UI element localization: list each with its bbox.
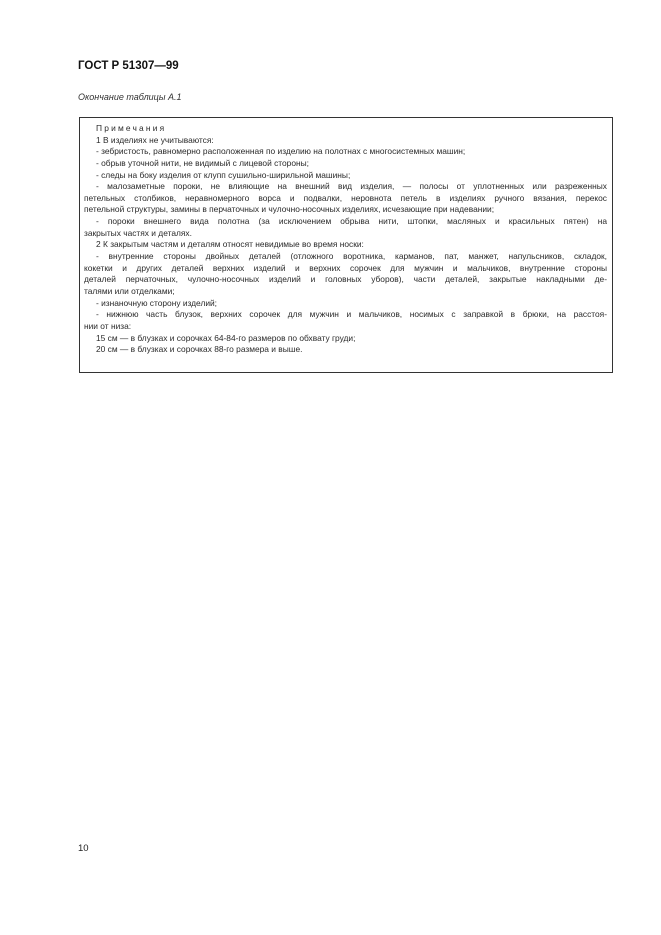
- note-line: - внутренние стороны двойных деталей (отложного воротника, карманов, пат, манжет, напульсников, складок,: [96, 251, 607, 262]
- page-number: 10: [78, 843, 89, 854]
- note-line: - изнаночную сторону изделий;: [96, 297, 218, 308]
- note-line: 20 см — в блузках и сорочках 88-го размера и выше.: [96, 344, 303, 355]
- note-line: деталей перчаточных, чулочно-носочных изделий и головных уборов), части деталей, закрытые накладными де-: [84, 274, 607, 285]
- note-line: петельных столбиков, неравномерного ворса и подвалки, неровнота петель в изделиях ручного вязания, перекос: [84, 192, 607, 203]
- note-line: петельной структуры, замины в перчаточных и чулочно-носочных изделиях, исчезающие при надевании;: [84, 204, 495, 215]
- note-line: кокетки и других деталей верхних изделий и верхних сорочек для мужчин и мальчиков, внутренние стороны: [84, 262, 607, 273]
- note-line: - пороки внешнего вида полотна (за исключением обрыва нити, штопки, масляных и красильных пятен) на: [96, 216, 607, 227]
- note-line: - зебристость, равномерно расположенная по изделию на полотнах с многосистемных машин;: [96, 146, 466, 157]
- note-line: 2 К закрытым частям и деталям относят невидимые во время носки:: [96, 239, 364, 250]
- note-line: - обрыв уточной нити, не видимый с лицевой стороны;: [96, 157, 309, 168]
- note-line: 1 В изделиях не учитываются:: [96, 134, 214, 145]
- notes-title: Примечания: [96, 123, 167, 133]
- note-line: - следы на боку изделия от клупп сушильно-ширильной машины;: [96, 169, 351, 180]
- document-id: ГОСТ Р 51307—99: [78, 60, 179, 72]
- notes-box: [79, 117, 613, 373]
- note-line: нии от низа:: [84, 320, 132, 331]
- note-line: закрытых частях и деталях.: [84, 227, 192, 238]
- note-line: талями или отделками;: [84, 285, 175, 296]
- note-line: 15 см — в блузках и сорочках 64-84-го размеров по обхвату груди;: [96, 332, 356, 343]
- note-line: - малозаметные пороки, не влияющие на внешний вид изделия, — полосы от уплотненных или разреженных: [96, 181, 607, 192]
- note-line: - нижнюю часть блузок, верхних сорочек для мужчин и мальчиков, носимых с заправкой в брюки, на расстоя-: [96, 309, 607, 320]
- table-continuation-caption: Окончание таблицы А.1: [78, 92, 182, 102]
